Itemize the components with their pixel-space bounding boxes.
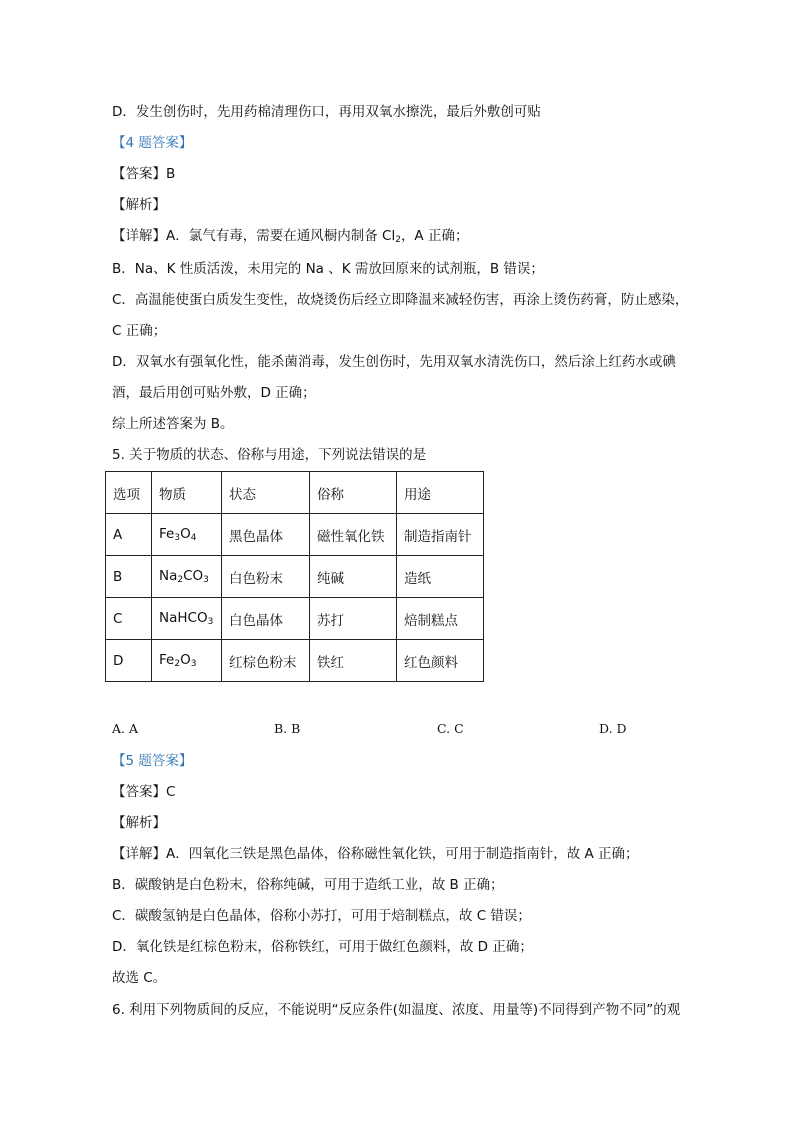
table-header-cell: 选项	[106, 472, 152, 514]
formula-sub: 3	[207, 617, 214, 627]
use-cell: 红色颜料	[397, 640, 484, 682]
q5-detail-c: C．碳酸氢钠是白色晶体，俗称小苏打，可用于焙制糕点，故 C 错误；	[112, 908, 531, 924]
name-cell: 苏打	[310, 598, 397, 640]
option-cell: D	[106, 640, 152, 682]
q5-answer: 【答案】C	[112, 784, 176, 800]
state-cell: 红棕色粉末	[222, 640, 310, 682]
formula-part: CO	[183, 568, 204, 584]
formula-part: NaHCO	[159, 610, 208, 626]
q6-stem: 6. 利用下列物质间的反应，不能说明“反应条件(如温度、浓度、用量等)不同得到产物不同”的观	[112, 1002, 681, 1018]
q4-answer-heading: 【4 题答案】	[112, 135, 193, 151]
state-cell: 白色粉末	[222, 556, 310, 598]
formula-cell	[152, 556, 222, 598]
q4-option-d: D．发生创伤时，先用药棉清理伤口，再用双氧水擦洗，最后外敷创可贴	[112, 104, 541, 120]
formula-sub: 2	[177, 575, 184, 585]
q4-answer: 【答案】B	[112, 166, 176, 182]
use-cell: 焙制糕点	[397, 598, 484, 640]
table-header-cell: 俗称	[310, 472, 397, 514]
formula-cell	[152, 598, 222, 640]
formula-sub: 3	[190, 659, 197, 669]
q4-detail-prefix: 【详解】A．氯气有毒，需要在通风橱内制备 Cl	[112, 228, 396, 244]
q4-detail-a	[112, 227, 468, 249]
q4-detail-d2: 酒，最后用创可贴外敷，D 正确；	[112, 385, 316, 401]
use-cell: 造纸	[397, 556, 484, 598]
name-cell: 纯碱	[310, 556, 397, 598]
q4-detail-suffix: ，A 正确；	[400, 228, 469, 244]
choice-c: C. C	[437, 721, 464, 736]
formula-cell	[152, 640, 222, 682]
option-cell: A	[106, 514, 152, 556]
choice-b: B. B	[274, 721, 301, 736]
table-row	[106, 598, 484, 640]
formula-part: Fe	[159, 652, 175, 668]
q5-detail-b: B．碳酸钠是白色粉末，俗称纯碱，可用于造纸工业，故 B 正确；	[112, 877, 504, 893]
formula-cell	[152, 514, 222, 556]
q4-detail-c2: C 正确；	[112, 323, 167, 339]
q5-answer-heading: 【5 题答案】	[112, 753, 193, 769]
q4-summary: 综上所述答案为 B。	[112, 416, 234, 432]
table-row	[106, 640, 484, 682]
q5-summary: 故选 C。	[112, 970, 167, 986]
table-row	[106, 514, 484, 556]
q5-table	[105, 471, 484, 682]
q5-stem: 5. 关于物质的状态、俗称与用途，下列说法错误的是	[112, 447, 427, 463]
q4-detail-sub: 2	[395, 235, 401, 245]
q4-detail-d1: D．双氧水有强氧化性，能杀菌消毒，发生创伤时，先用双氧水清洗伤口，然后涂上红药水或碘	[112, 354, 676, 370]
formula-part: O	[180, 526, 191, 542]
option-cell: C	[106, 598, 152, 640]
table-row	[106, 556, 484, 598]
q5-detail-a: 【详解】A．四氧化三铁是黑色晶体，俗称磁性氧化铁，可用于制造指南针，故 A 正确；	[112, 846, 639, 862]
state-cell: 白色晶体	[222, 598, 310, 640]
option-cell: B	[106, 556, 152, 598]
name-cell: 磁性氧化铁	[310, 514, 397, 556]
choice-d: D. D	[599, 721, 627, 736]
formula-part: O	[180, 652, 191, 668]
formula-sub: 3	[174, 533, 181, 543]
state-cell: 黑色晶体	[222, 514, 310, 556]
choice-a: A. A	[112, 721, 139, 736]
q4-detail-b: B．Na、K 性质活泼，未用完的 Na 、K 需放回原来的试剂瓶，B 错误；	[112, 261, 544, 277]
table-header-cell: 状态	[222, 472, 310, 514]
formula-sub: 3	[203, 575, 209, 585]
q4-analysis-heading: 【解析】	[112, 197, 166, 213]
formula-sub: 4	[190, 533, 197, 543]
q4-detail-c1: C．高温能使蛋白质发生变性，故烧烫伤后经立即降温来减轻伤害，再涂上烫伤药膏，防止感染，	[112, 292, 689, 308]
table-header-cell: 用途	[397, 472, 484, 514]
formula-part: Na	[159, 568, 178, 584]
use-cell: 制造指南针	[397, 514, 484, 556]
formula-sub: 2	[174, 659, 181, 669]
name-cell: 铁红	[310, 640, 397, 682]
table-header-row	[106, 472, 484, 514]
q5-detail-d: D．氧化铁是红棕色粉末，俗称铁红，可用于做红色颜料，故 D 正确；	[112, 939, 533, 955]
formula-part: Fe	[159, 526, 175, 542]
q5-analysis-heading: 【解析】	[112, 815, 166, 831]
table-header-cell: 物质	[152, 472, 222, 514]
